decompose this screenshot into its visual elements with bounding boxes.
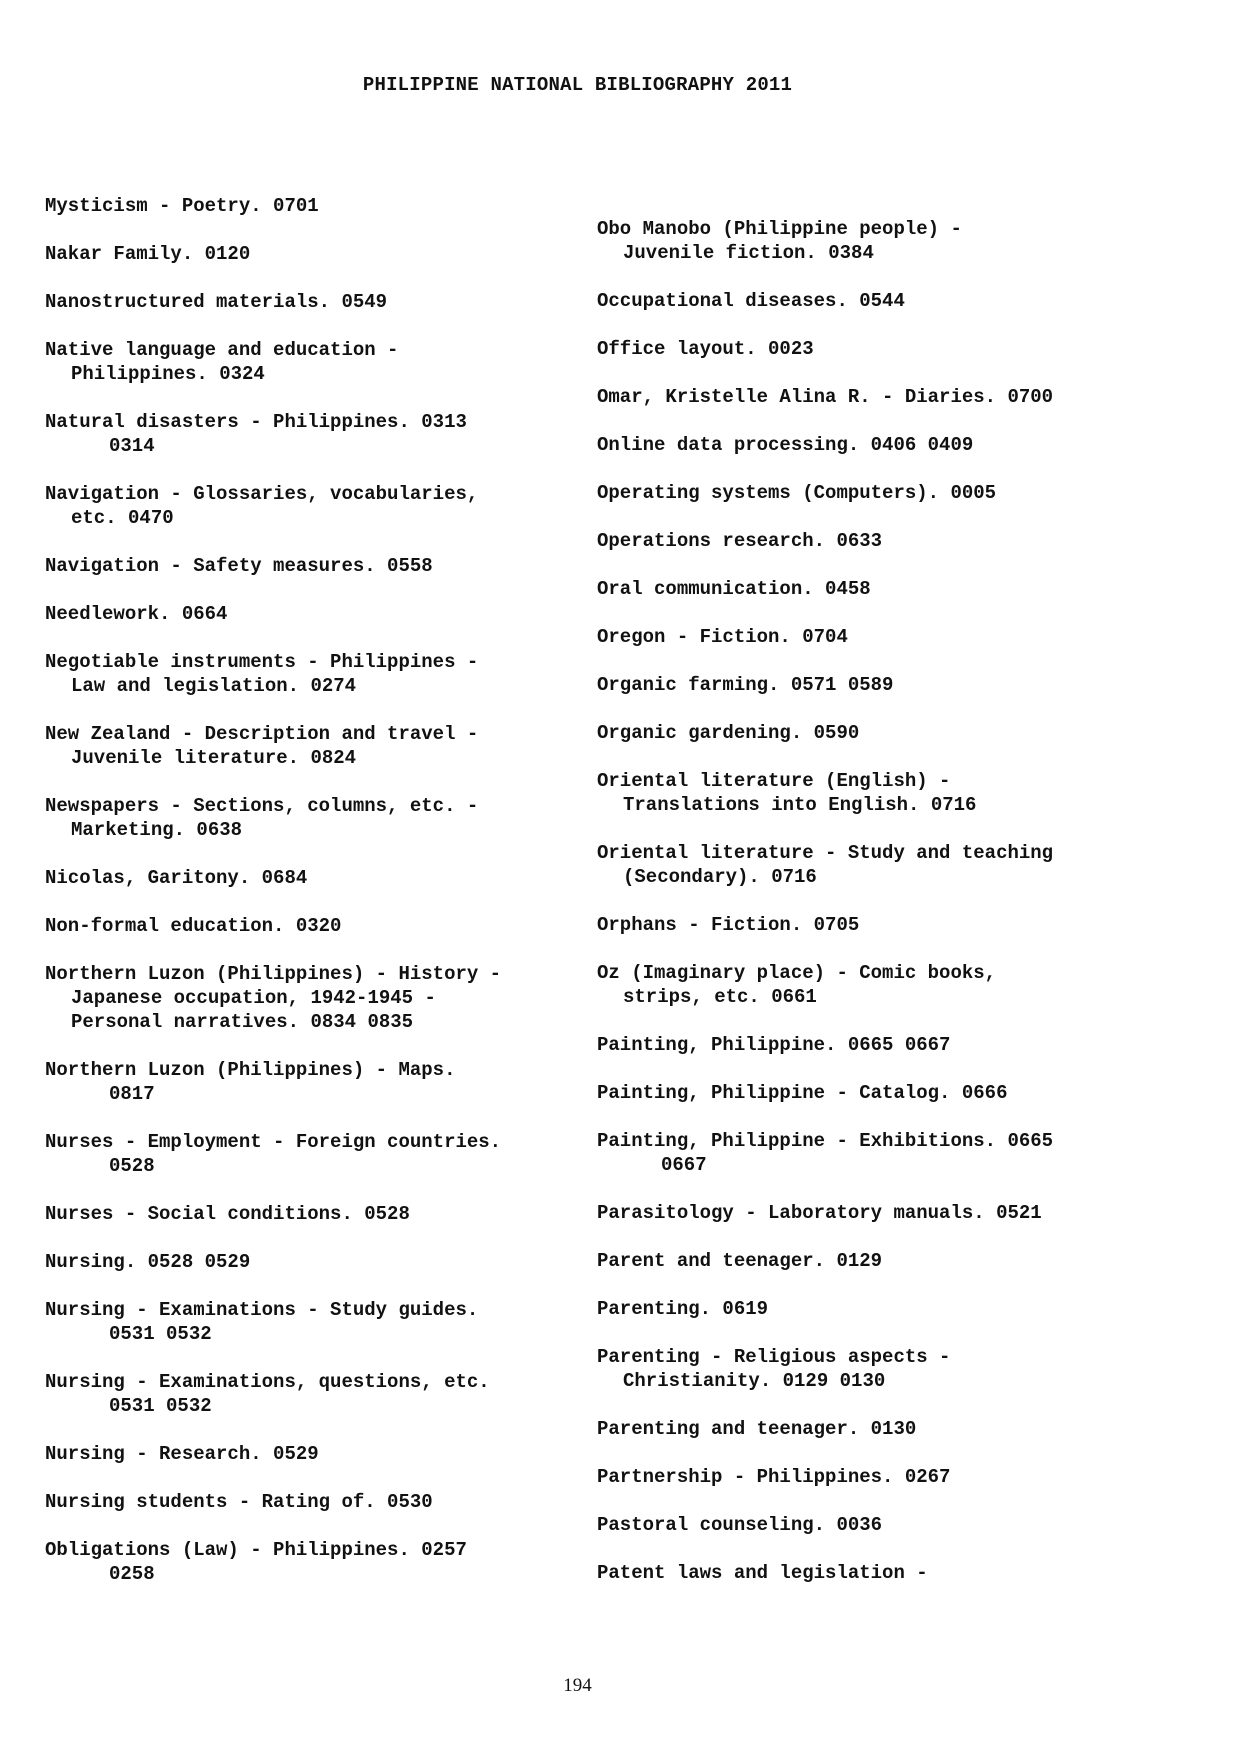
- entry-heading: Oriental literature - Study and teaching: [597, 842, 1054, 864]
- entry-continuation: strips, etc. 0661: [623, 986, 817, 1008]
- entry-heading: Organic farming. 0571 0589: [597, 674, 894, 696]
- entry-continuation: Translations into English. 0716: [623, 794, 977, 816]
- entry-heading: Navigation - Safety measures. 0558: [45, 555, 433, 577]
- index-entry: [597, 337, 1157, 361]
- index-entry: [45, 338, 565, 386]
- entry-heading: Office layout. 0023: [597, 338, 814, 360]
- entry-heading: Painting, Philippine - Exhibitions. 0665: [597, 1130, 1054, 1152]
- entry-heading: Northern Luzon (Philippines) - Maps.: [45, 1059, 456, 1081]
- entry-heading: Non-formal education. 0320: [45, 915, 342, 937]
- entry-continuation: 0258: [109, 1563, 155, 1585]
- index-entry: [45, 1130, 565, 1178]
- index-entry: [597, 769, 1157, 817]
- index-entry: [597, 1561, 1157, 1585]
- entry-heading: Oriental literature (English) -: [597, 770, 951, 792]
- index-entry: [597, 1297, 1157, 1321]
- index-entry: [597, 1513, 1157, 1537]
- entry-heading: Partnership - Philippines. 0267: [597, 1466, 951, 1488]
- index-entry: [597, 1033, 1157, 1057]
- index-entry: [45, 602, 565, 626]
- entry-heading: Painting, Philippine. 0665 0667: [597, 1034, 951, 1056]
- entry-heading: Parenting - Religious aspects -: [597, 1346, 951, 1368]
- entry-heading: Operations research. 0633: [597, 530, 883, 552]
- entry-heading: Nursing. 0528 0529: [45, 1251, 251, 1273]
- entry-heading: Parent and teenager. 0129: [597, 1250, 883, 1272]
- entry-heading: Oz (Imaginary place) - Comic books,: [597, 962, 997, 984]
- index-entry: [597, 625, 1157, 649]
- page-number: 194: [563, 1675, 592, 1696]
- entry-heading: Obligations (Law) - Philippines. 0257: [45, 1539, 467, 1561]
- entry-continuation: Personal narratives. 0834 0835: [71, 1011, 414, 1033]
- index-entry: [597, 433, 1157, 457]
- index-entry: [45, 1058, 565, 1106]
- index-entry: [597, 289, 1157, 313]
- entry-heading: Nakar Family. 0120: [45, 243, 251, 265]
- index-entry: [597, 1465, 1157, 1489]
- entry-heading: Orphans - Fiction. 0705: [597, 914, 860, 936]
- entry-heading: Northern Luzon (Philippines) - History -: [45, 963, 502, 985]
- index-entry: [45, 1370, 565, 1418]
- entry-continuation: Juvenile literature. 0824: [71, 747, 357, 769]
- entry-heading: Online data processing. 0406 0409: [597, 434, 974, 456]
- entry-heading: Oregon - Fiction. 0704: [597, 626, 848, 648]
- entry-continuation: 0314: [109, 435, 155, 457]
- entry-heading: Navigation - Glossaries, vocabularies,: [45, 483, 479, 505]
- entry-heading: Organic gardening. 0590: [597, 722, 860, 744]
- index-entry: [597, 673, 1157, 697]
- entry-heading: Patent laws and legislation -: [597, 1562, 928, 1584]
- index-entry: [45, 866, 565, 890]
- page-header: PHILIPPINE NATIONAL BIBLIOGRAPHY 2011: [362, 74, 793, 96]
- entry-heading: Negotiable instruments - Philippines -: [45, 651, 479, 673]
- index-entry: [597, 961, 1157, 1009]
- entry-continuation: etc. 0470: [71, 507, 174, 529]
- index-entry: [45, 1490, 565, 1514]
- entry-continuation: 0667: [661, 1154, 707, 1176]
- entry-heading: Painting, Philippine - Catalog. 0666: [597, 1082, 1008, 1104]
- entry-continuation: Marketing. 0638: [71, 819, 243, 841]
- index-entry: [45, 1250, 565, 1274]
- index-entry: [45, 794, 565, 842]
- entry-heading: Newspapers - Sections, columns, etc. -: [45, 795, 479, 817]
- entry-heading: Parenting. 0619: [597, 1298, 769, 1320]
- index-entry: [597, 1081, 1157, 1105]
- entry-heading: Nursing - Research. 0529: [45, 1443, 319, 1465]
- entry-continuation: Juvenile fiction. 0384: [623, 242, 874, 264]
- entry-continuation: Philippines. 0324: [71, 363, 265, 385]
- entry-heading: Nurses - Social conditions. 0528: [45, 1203, 410, 1225]
- index-entry: [45, 962, 565, 1034]
- entry-continuation: (Secondary). 0716: [623, 866, 817, 888]
- entry-continuation: Law and legislation. 0274: [71, 675, 357, 697]
- index-entry: [597, 217, 1157, 265]
- entry-heading: Nursing - Examinations, questions, etc.: [45, 1371, 490, 1393]
- entry-heading: Occupational diseases. 0544: [597, 290, 905, 312]
- entry-heading: Parasitology - Laboratory manuals. 0521: [597, 1202, 1042, 1224]
- index-entry: [45, 1538, 565, 1586]
- index-entry: [597, 1201, 1157, 1225]
- index-column-left: [45, 194, 565, 1610]
- entry-continuation: Japanese occupation, 1942-1945 -: [71, 987, 436, 1009]
- index-entry: [597, 529, 1157, 553]
- entry-heading: Nursing - Examinations - Study guides.: [45, 1299, 479, 1321]
- index-entry: [597, 721, 1157, 745]
- index-entry: [45, 290, 565, 314]
- entry-heading: Native language and education -: [45, 339, 399, 361]
- index-entry: [597, 1417, 1157, 1441]
- index-entry: [45, 1442, 565, 1466]
- index-entry: [597, 1249, 1157, 1273]
- entry-heading: Obo Manobo (Philippine people) -: [597, 218, 962, 240]
- index-entry: [45, 1202, 565, 1226]
- index-entry: [45, 914, 565, 938]
- index-entry: [597, 913, 1157, 937]
- index-entry: [45, 650, 565, 698]
- index-entry: [597, 481, 1157, 505]
- entry-heading: New Zealand - Description and travel -: [45, 723, 479, 745]
- index-entry: [597, 1129, 1157, 1177]
- index-column-right: [597, 194, 1157, 1609]
- index-entry: [45, 410, 565, 458]
- entry-heading: Nanostructured materials. 0549: [45, 291, 388, 313]
- entry-heading: Nurses - Employment - Foreign countries.: [45, 1131, 502, 1153]
- entry-heading: Oral communication. 0458: [597, 578, 871, 600]
- index-entry: [597, 577, 1157, 601]
- index-entry: [45, 482, 565, 530]
- entry-heading: Parenting and teenager. 0130: [597, 1418, 917, 1440]
- entry-heading: Nicolas, Garitony. 0684: [45, 867, 308, 889]
- index-entry: [45, 242, 565, 266]
- entry-heading: Needlework. 0664: [45, 603, 228, 625]
- index-entry: [597, 1345, 1157, 1393]
- entry-continuation: Christianity. 0129 0130: [623, 1370, 886, 1392]
- entry-continuation: 0531 0532: [109, 1395, 212, 1417]
- entry-heading: Pastoral counseling. 0036: [597, 1514, 883, 1536]
- entry-heading: Mysticism - Poetry. 0701: [45, 195, 319, 217]
- entry-heading: Nursing students - Rating of. 0530: [45, 1491, 433, 1513]
- entry-continuation: 0528: [109, 1155, 155, 1177]
- entry-continuation: 0531 0532: [109, 1323, 212, 1345]
- index-entry: [45, 722, 565, 770]
- index-entry: [45, 194, 565, 218]
- index-entry: [597, 385, 1157, 409]
- entry-heading: Omar, Kristelle Alina R. - Diaries. 0700: [597, 386, 1054, 408]
- index-entry: [45, 1298, 565, 1346]
- index-entry: [597, 841, 1157, 889]
- entry-continuation: 0817: [109, 1083, 155, 1105]
- entry-heading: Natural disasters - Philippines. 0313: [45, 411, 467, 433]
- index-entry: [45, 554, 565, 578]
- entry-heading: Operating systems (Computers). 0005: [597, 482, 997, 504]
